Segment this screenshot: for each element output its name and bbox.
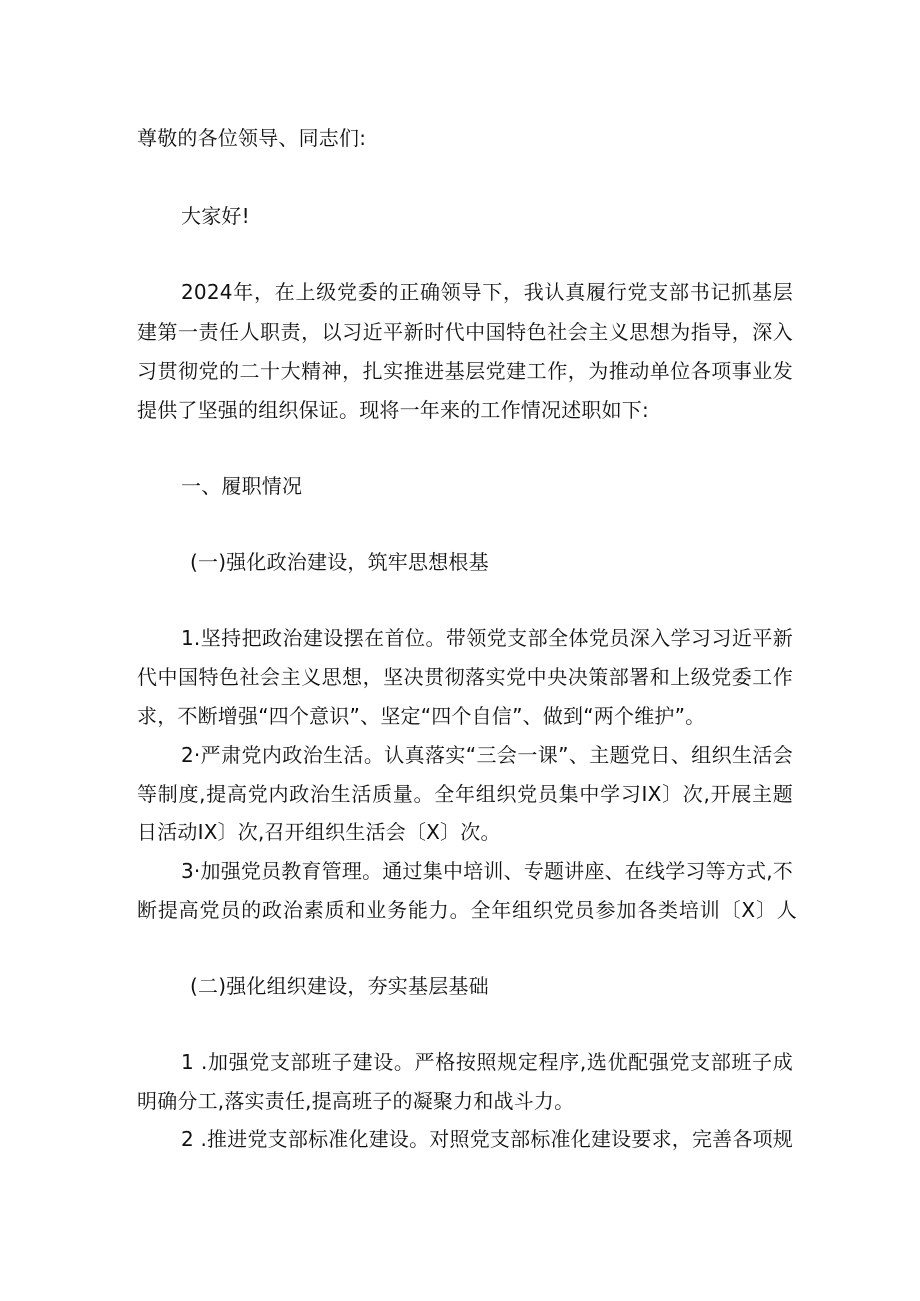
paragraph-line: 明确分工,落实责任,提高班子的凝聚力和战斗力。 xyxy=(137,1089,575,1113)
paragraph-line: 断提高党员的政治素质和业务能力。全年组织党员参加各类培训〔X〕人 xyxy=(137,898,797,922)
paragraph-line: 提供了坚强的组织保证。现将一年来的工作情况述职如下: xyxy=(137,398,649,422)
paragraph-line: 1 .加强党支部班子建设。严格按照规定程序,选优配强党支部班子成 xyxy=(181,1050,793,1074)
paragraph-line: 2·严肃党内政治生活。认真落实“三会一课”、主题党日、组织生活会 xyxy=(181,743,793,767)
paragraph-line: 2024年，在上级党委的正确领导下，我认真履行党支部书记抓基层 xyxy=(181,280,793,304)
paragraph-line: 2 .推进党支部标准化建设。对照党支部标准化建设要求，完善各项规 xyxy=(181,1127,793,1151)
hello-line: 大家好! xyxy=(181,204,250,228)
section-heading: 一、履职情况 xyxy=(181,474,303,498)
paragraph-line: 代中国特色社会主义思想，坚决贯彻落实党中央决策部署和上级党委工作 xyxy=(137,665,793,689)
paragraph-line: 等制度,提高党内政治生活质量。全年组织党员集中学习IX〕次,开展主题 xyxy=(137,782,793,806)
paragraph-line: 习贯彻党的二十大精神，扎实推进基层党建工作，为推动单位各项事业发 xyxy=(137,359,793,383)
subsection-heading: (二)强化组织建设，夯实基层基础 xyxy=(190,974,489,998)
subsection-heading: (一)强化政治建设，筑牢思想根基 xyxy=(190,550,489,574)
greeting-line: 尊敬的各位领导、同志们: xyxy=(137,126,367,150)
paragraph-line: 3·加强党员教育管理。通过集中培训、专题讲座、在线学习等方式,不 xyxy=(181,859,793,883)
paragraph-line: 建第一责任人职责，以习近平新时代中国特色社会主义思想为指导，深入 xyxy=(137,320,793,344)
paragraph-line: 求，不断增强“四个意识”、坚定“四个自信”、做到“两个维护”。 xyxy=(137,704,706,728)
paragraph-line: 1.坚持把政治建设摆在首位。带领党支部全体党员深入学习习近平新 xyxy=(181,626,793,650)
paragraph-line: 日活动IX〕次,召开组织生活会〔X〕次。 xyxy=(137,820,501,844)
